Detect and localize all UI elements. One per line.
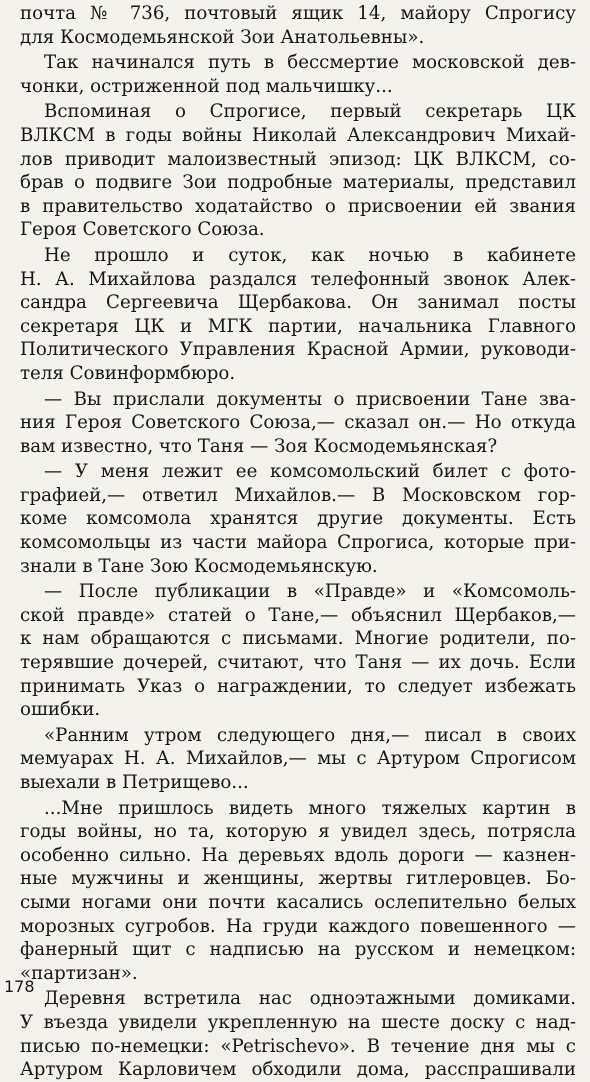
text-line: мемуарах Н. А. Михайлов,— мы с Артуром Спрогисом — [20, 748, 576, 770]
paragraph — [20, 388, 576, 459]
paragraph — [20, 460, 576, 578]
text-line: морозных сугробов. На груди каждого повешенного — — [20, 915, 576, 937]
text-line: Не прошло и суток, как ночью в кабинете — [44, 244, 576, 266]
text-line: терявшие дочерей, считают, что Таня — их дочь. Если — [20, 652, 576, 674]
paragraph — [20, 797, 576, 986]
paragraph — [20, 580, 576, 722]
text-line: Вспоминая о Спрогисе, первый секретарь ЦК — [44, 101, 576, 123]
text-line: Артуром Карловичем обходили дома, расспрашивали — [20, 1059, 576, 1081]
text-line: — После публикации в «Правде» и «Комсомоль- — [44, 581, 576, 603]
text-line: писью по-немецки: «Petrischevo». В течение дня мы с — [20, 1035, 576, 1057]
text-line: особенно сильно. На деревьях вдоль дороги — казнен- — [20, 844, 576, 866]
text-line: Н. А. Михайлова раздался телефонный звонок Алек- — [20, 268, 576, 290]
text-line: фанерный щит с надписью на русском и немецком: — [20, 939, 576, 961]
paragraph — [20, 2, 576, 49]
text-line: лов приводит малоизвестный эпизод: ЦК ВЛКСМ, со- — [20, 148, 576, 170]
text-line: выехали в Петрищево... — [20, 772, 249, 793]
text-line: вам известно, что Таня — Зоя Космодемьянская? — [20, 435, 498, 457]
paragraph — [20, 724, 576, 795]
text-line: для Космодемьянской Зои Анатольевны». — [20, 26, 425, 48]
text-line: чонки, остриженной под мальчишку... — [20, 75, 393, 97]
text-line: теля Совинформбюро. — [20, 362, 236, 384]
text-line: У въезда увидели укрепленную на шесте доску с над- — [20, 1011, 576, 1033]
text-line: Так начинался путь в бессмертие московской дев- — [44, 52, 576, 74]
text-line: ской правде» статей о Тане,— объяснил Щербаков,— — [20, 604, 576, 626]
page-number: 178 — [4, 977, 35, 996]
paragraph — [20, 244, 576, 386]
text-line: секретаря ЦК и МГК партии, начальника Главного — [20, 315, 576, 337]
text-line: брав о подвиге Зои подробные материалы, представил — [20, 172, 576, 194]
text-line: сандра Сергеевича Щербакова. Он занимал посты — [20, 292, 576, 314]
text-line: годы войны, но та, которую я увидел здесь, потрясла — [20, 821, 576, 843]
text-line: в правительство ходатайство о присвоении ей звания — [20, 195, 576, 217]
text-line: — У меня лежит ее комсомольский билет с фото- — [44, 461, 576, 483]
text-line: сыми ногами они почти касались ослепительно белых — [20, 891, 576, 913]
text-line: коме комсомола хранятся другие документы. Есть — [20, 508, 576, 530]
text-line: знали в Тане Зою Космодемьянскую. — [20, 555, 378, 577]
paragraph — [20, 51, 576, 98]
text-line: почта № 736, почтовый ящик 14, майору Спрогису — [20, 3, 576, 24]
text-line: Политического Управления Красной Армии, руководи- — [20, 339, 576, 361]
text-line: ВЛКСМ в годы войны Николай Александрович Михай- — [20, 124, 576, 146]
text-line: ные мужчины и женщины, жертвы гитлеровцев. Бо- — [20, 868, 576, 890]
text-line: комсомольцы из части майора Спрогиса, которые при- — [20, 532, 576, 554]
text-line: Деревня встретила нас одноэтажными домиками. — [44, 988, 576, 1010]
text-column — [20, 2, 576, 1082]
text-line: ...Мне пришлось видеть много тяжелых картин в — [44, 797, 576, 819]
paragraph — [20, 100, 576, 242]
text-line: принимать Указ о награждении, то следует избежать — [20, 675, 576, 697]
text-line: «партизан». — [20, 962, 138, 984]
text-line: «Ранним утром следующего дня,— писал в своих — [44, 724, 576, 746]
text-line: ния Героя Советского Союза,— сказал он.— Но откуда — [20, 412, 576, 434]
text-line: Героя Советского Союза. — [20, 219, 265, 241]
text-line: ошибки. — [20, 699, 101, 721]
text-line: графией,— ответил Михайлов.— В Московском гор- — [20, 484, 576, 506]
text-line: — Вы прислали документы о присвоении Тане зва- — [44, 388, 576, 410]
text-line: к нам обращаются с письмами. Многие родители, по- — [20, 628, 576, 650]
paragraph — [20, 987, 576, 1081]
